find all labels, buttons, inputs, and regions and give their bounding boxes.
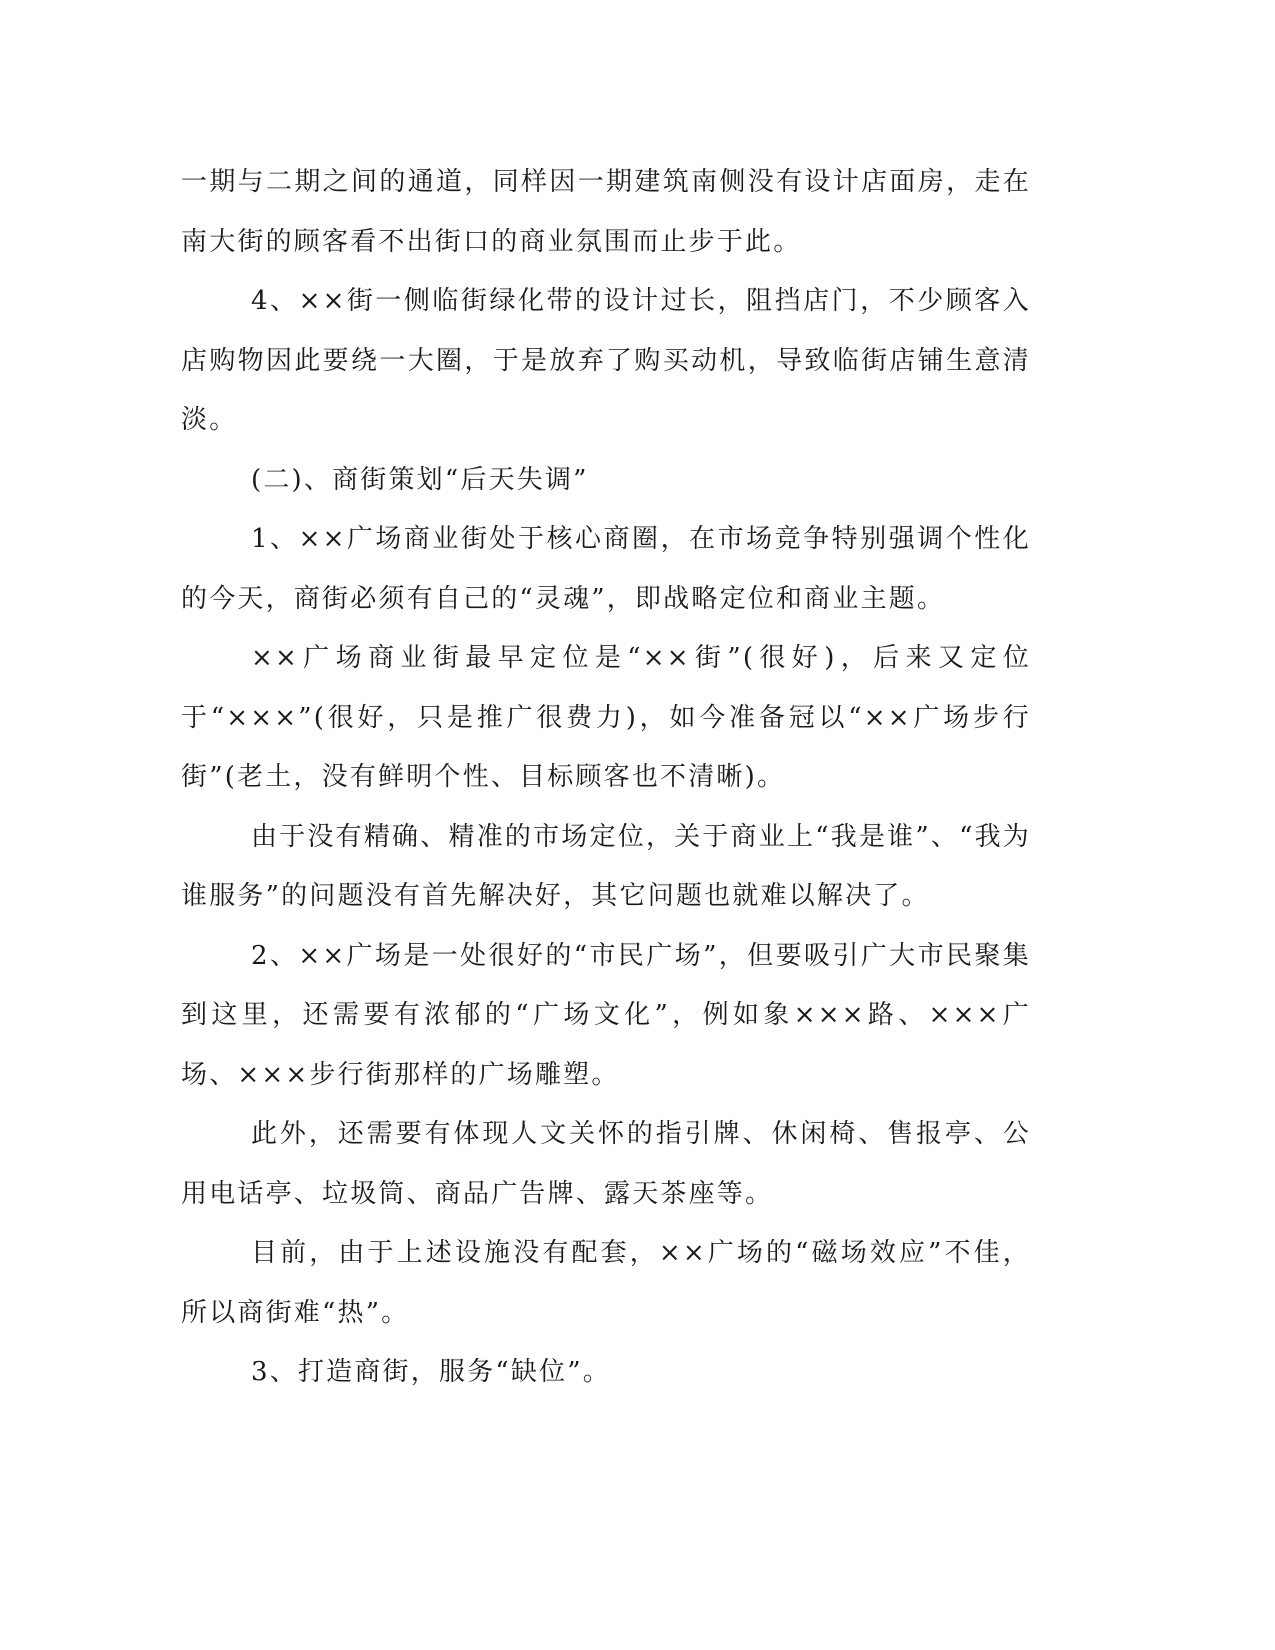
document-body — [181, 153, 1031, 1403]
paragraph-magnetic-effect: 目前，由于上述设施没有配套，××广场的“磁场效应”不佳，所以商街难“热”。 — [181, 1238, 1031, 1328]
paragraph-item-2: 2、××广场是一处很好的“市民广场”，但要吸引广大市民聚集到这里，还需要有浓郁的“广场文化”，例如象×××路、×××广场、×××步行街那样的广场雕塑。 — [181, 940, 1031, 1090]
paragraph-positioning-history: ××广场商业街最早定位是“××街”(很好)，后来又定位于“×××”(很好，只是推广很费力)，如今准备冠以“××广场步行街”(老土，没有鲜明个性、目标顾客也不清晰)。 — [181, 643, 1031, 792]
paragraph-facilities: 此外，还需要有体现人文关怀的指引牌、休闲椅、售报亭、公用电话亭、垃圾筒、商品广告牌、露天茶座等。 — [181, 1119, 1031, 1209]
section-heading-2: (二)、商街策划“后天失调” — [251, 464, 589, 495]
paragraph-item-1: 1、××广场商业街处于核心商圈，在市场竞争特别强调个性化的今天，商街必须有自己的“灵魂”，即战略定位和商业主题。 — [181, 524, 1031, 614]
paragraph-item-4: 4、××街一侧临街绿化带的设计过长，阻挡店门，不少顾客入店购物因此要绕一大圈，于是放弃了购买动机，导致临街店铺生意清淡。 — [181, 286, 1031, 435]
paragraph-market-positioning: 由于没有精确、精准的市场定位，关于商业上“我是谁”、“我为谁服务”的问题没有首先解决好，其它问题也就难以解决了。 — [181, 821, 1031, 911]
paragraph-continuation: 一期与二期之间的通道，同样因一期建筑南侧没有设计店面房，走在南大街的顾客看不出街口的商业氛围而止步于此。 — [181, 167, 1031, 257]
paragraph-item-3: 3、打造商街，服务“缺位”。 — [251, 1357, 611, 1387]
